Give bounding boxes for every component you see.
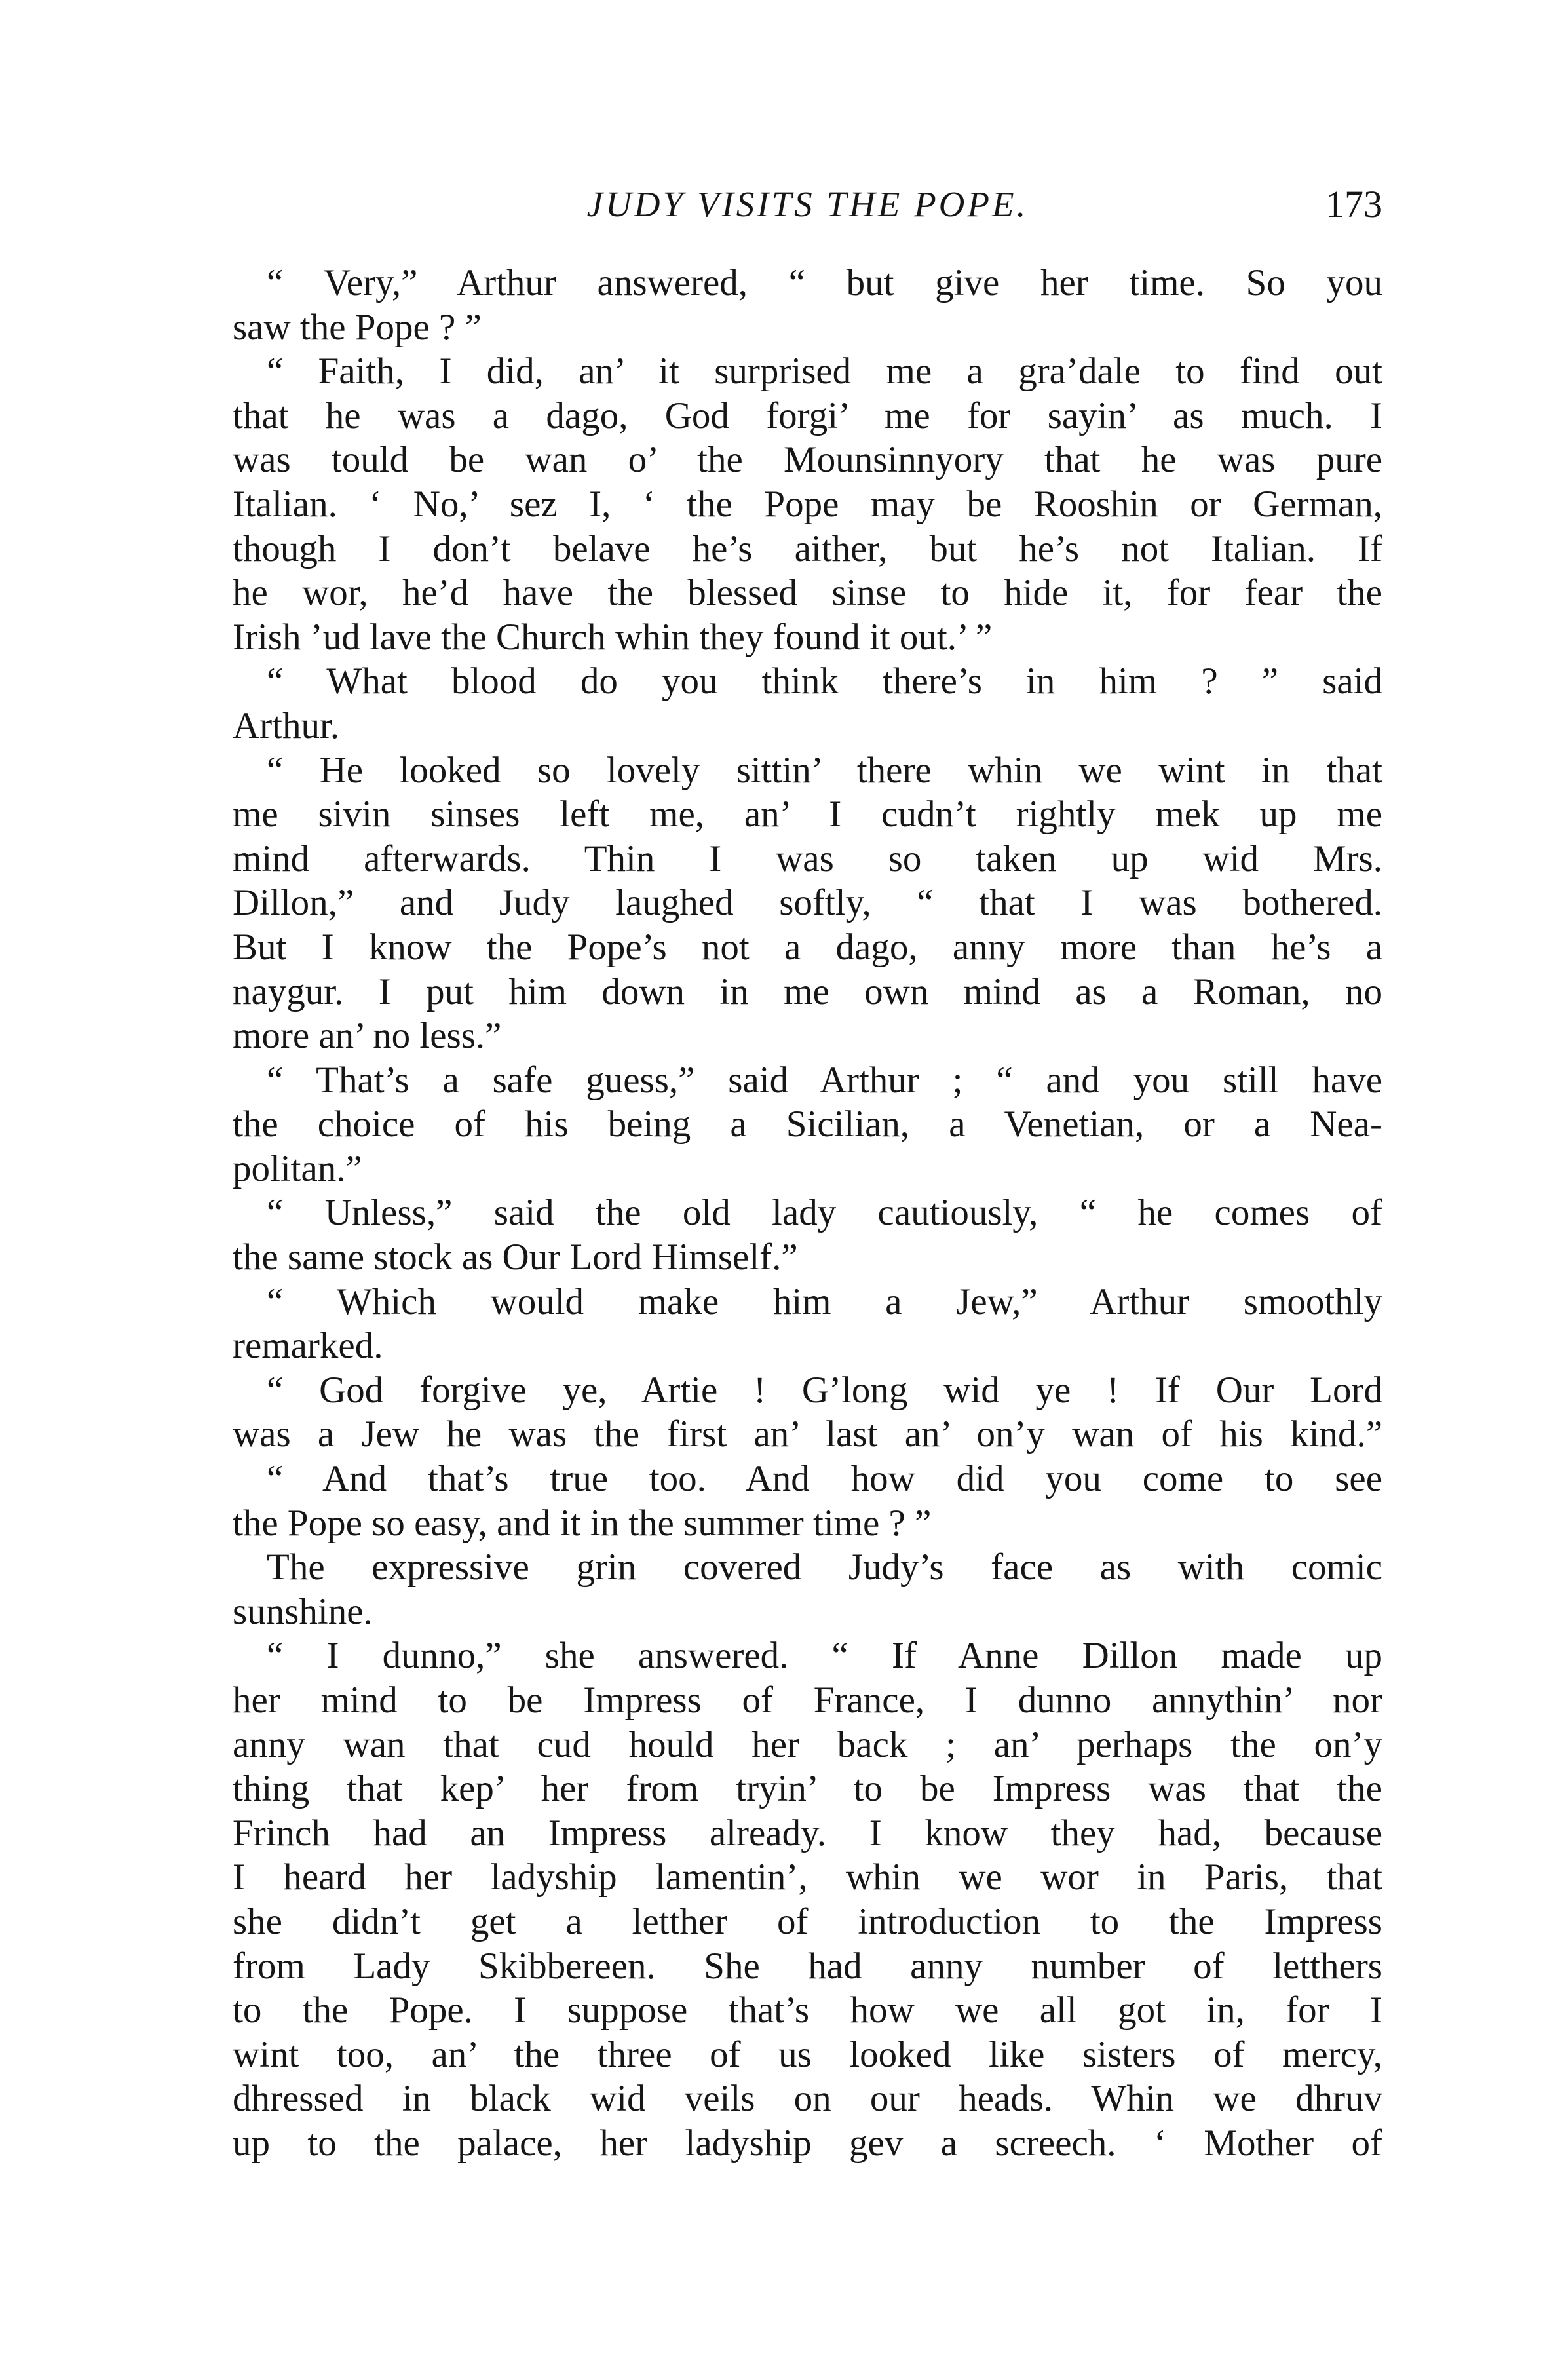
text-line: Arthur.	[233, 704, 340, 746]
text-line: politan.”	[233, 1147, 362, 1189]
text-line: was tould be wan o’ the Mounsinnyory that he was pure	[233, 439, 1382, 481]
text-line: that he was a dago, God forgi’ me for sayin’ as much. I	[233, 394, 1382, 436]
text-line: remarked.	[233, 1325, 383, 1367]
text-line: Frinch had an Impress already. I know they had, because	[233, 1812, 1382, 1854]
text-line: up to the palace, her ladyship gev a screech. ‘ Mother of	[233, 2122, 1382, 2164]
text-line: naygur. I put him down in me own mind as a Roman, no	[233, 970, 1382, 1012]
running-head	[233, 178, 1382, 231]
text-line: the same stock as Our Lord Himself.”	[233, 1237, 798, 1278]
text-line: “ And that’s true too. And how did you come to see	[267, 1458, 1382, 1500]
text-line: dhressed in black wid veils on our heads. Whin we dhruv	[233, 2078, 1382, 2120]
text-line: from Lady Skibbereen. She had anny number of letthers	[233, 1945, 1382, 1987]
text-line: mind afterwards. Thin I was so taken up wid Mrs.	[233, 837, 1382, 879]
text-line: me sivin sinses left me, an’ I cudn’t rightly mek up me	[233, 794, 1382, 835]
text-line: “ That’s a safe guess,” said Arthur ; “ and you still have	[267, 1059, 1382, 1101]
text-line: “ Faith, I did, an’ it surprised me a gra’dale to find out	[267, 351, 1382, 393]
text-line: the Pope so easy, and it in the summer time ? ”	[233, 1502, 932, 1544]
text-line: “ What blood do you think there’s in him ? ” said	[267, 661, 1382, 702]
text-line: “ Which would make him a Jew,” Arthur smoothly	[267, 1280, 1382, 1322]
running-title: JUDY VISITS THE POPE.	[586, 184, 1029, 224]
text-line: Dillon,” and Judy laughed softly, “ that I was bothered.	[233, 882, 1382, 924]
text-line: Irish ’ud lave the Church whin they found it out.’ ”	[233, 616, 993, 658]
text-line: But I know the Pope’s not a dago, anny more than he’s a	[233, 926, 1382, 968]
text-line: was a Jew he was the first an’ last an’ on’y wan of his kind.”	[233, 1413, 1382, 1455]
text-line: “ He looked so lovely sittin’ there whin we wint in that	[267, 749, 1382, 791]
text-line: Italian. ‘ No,’ sez I, ‘ the Pope may be Rooshin or German,	[233, 483, 1382, 525]
text-line: sunshine.	[233, 1590, 373, 1632]
text-line: to the Pope. I suppose that’s how we all got in, for I	[233, 1989, 1382, 2031]
text-line: “ God forgive ye, Artie ! G’long wid ye ! If Our Lord	[267, 1369, 1382, 1411]
text-line: wint too, an’ the three of us looked like sisters of mercy,	[233, 2033, 1382, 2075]
text-line: “ Very,” Arthur answered, “ but give her time. So you	[267, 262, 1382, 303]
text-line: more an’ no less.”	[233, 1015, 502, 1057]
text-line: anny wan that cud hould her back ; an’ perhaps the on’y	[233, 1723, 1382, 1765]
body-text	[233, 261, 1382, 2166]
text-line: saw the Pope ? ”	[233, 306, 482, 348]
page-number: 173	[1325, 183, 1382, 225]
text-line: The expressive grin covered Judy’s face as with comic	[267, 1546, 1382, 1588]
text-line: the choice of his being a Sicilian, a Venetian, or a Nea-	[233, 1104, 1382, 1145]
text-line: her mind to be Impress of France, I dunno annythin’ nor	[233, 1679, 1382, 1721]
text-line: he wor, he’d have the blessed sinse to hide it, for fear the	[233, 572, 1382, 614]
text-line: though I don’t belave he’s aither, but he’s not Italian. If	[233, 528, 1382, 569]
text-line: I heard her ladyship lamentin’, whin we wor in Paris, that	[233, 1856, 1382, 1898]
text-line: thing that kep’ her from tryin’ to be Impress was that the	[233, 1768, 1382, 1810]
text-line: “ I dunno,” she answered. “ If Anne Dillon made up	[267, 1635, 1382, 1677]
text-line: “ Unless,” said the old lady cautiously, “ he comes of	[267, 1192, 1382, 1234]
text-line: she didn’t get a letther of introduction to the Impress	[233, 1900, 1382, 1942]
